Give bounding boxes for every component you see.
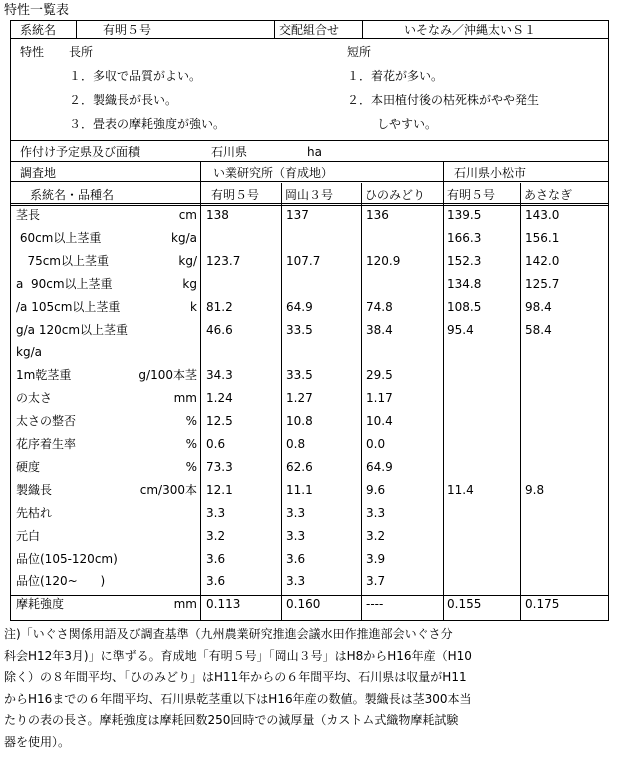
row-label: a 90cm以上茎重 [16,277,113,291]
row-label: 75cm以上茎重 [16,254,110,268]
demerit-2: ２．本田植付後の枯死株がやや発生 [347,93,540,107]
table-cell: 9.8 [525,483,545,497]
table-cell: 10.4 [366,414,393,428]
rule-header-bottom [11,38,608,39]
footnote-line: 科会H12年3月)」に準ずる。育成地「有明５号」「岡山３号」はH8からH16年産（H10 [4,648,472,663]
row-label: 品位(120~ ) [16,574,106,588]
vrule-col-5 [520,183,521,620]
table-cell: 81.2 [206,300,233,314]
table-cell: 3.3 [366,506,386,520]
vrule-col-3 [361,183,362,620]
table-cell: 10.8 [286,414,313,428]
site-lab-header: い業研究所（育成地） [213,166,334,180]
table-cell: 95.4 [447,323,474,337]
table-cell: 0.155 [447,597,482,611]
table-cell: 1.24 [206,391,233,405]
rule-last-row-top [11,595,608,596]
table-cell: 0.0 [366,437,386,451]
footnote-line: 器を使用）。 [4,734,71,749]
row-unit: % [185,437,197,451]
table-cell: 3.2 [206,529,226,543]
table-cell: 138 [206,208,229,222]
vrule-cross-label [362,21,363,38]
table-cell: 3.3 [206,506,226,520]
variety-header: 有明５号 [447,188,496,202]
table-cell: 125.7 [525,277,560,291]
site-komatsu-header: 石川県小松市 [454,166,527,180]
table-cell: 0.160 [286,597,321,611]
table-cell: 74.8 [366,300,393,314]
row-label: 元白 [16,529,41,543]
row-label: 先枯れ [16,506,53,520]
table-cell: 0.6 [206,437,226,451]
vrule-line-label [76,21,77,38]
cross-value: いそなみ／沖縄太いＳ１ [404,23,537,37]
footnote [4,624,616,754]
line-name-value: 有明５号 [103,23,152,37]
table-cell: 1.27 [286,391,313,405]
row-unit: kg [182,277,197,291]
table-cell: 64.9 [286,300,313,314]
vrule-col-1 [200,161,201,620]
vrule-line-name [274,21,275,38]
characteristics-table [10,20,609,621]
table-cell: 33.5 [286,323,313,337]
row-label: 製織長 [16,483,53,497]
variety-label: 系統名・品種名 [30,188,115,202]
variety-header: 有明５号 [211,188,260,202]
table-cell: 62.6 [286,460,313,474]
table-cell: 1.17 [366,391,393,405]
demerit-1: １．着花が多い。 [347,69,444,83]
row-label: kg/a [16,345,42,359]
table-cell: 98.4 [525,300,552,314]
table-cell: 0.113 [206,597,241,611]
rule-variety-bottom [11,203,608,206]
table-cell: 120.9 [366,254,401,268]
table-cell: 107.7 [286,254,321,268]
demerit-3: しやすい。 [377,117,438,131]
row-unit: kg/a [171,231,197,245]
row-label: 摩耗強度 [16,597,65,611]
table-cell: 137 [286,208,309,222]
variety-header: あさなぎ [524,188,573,202]
planting-unit: ha [307,145,322,159]
table-cell: 108.5 [447,300,482,314]
row-label: 茎長 [16,208,41,222]
table-cell: 3.6 [206,574,226,588]
cross-label: 交配組合せ [279,23,340,37]
row-label: 品位(105-120cm) [16,552,118,566]
table-cell: 3.6 [286,552,306,566]
rule-site-bottom [11,181,608,182]
line-name-label: 系統名 [20,23,57,37]
row-unit: % [185,460,197,474]
footnote-line: たりの表の長さ。摩耗強度は摩耗回数250回時での減厚量（カストム式織物摩耗試験 [4,713,459,728]
vrule-col-2 [281,183,282,620]
footnote-line: からH16までの６年間平均、石川県乾茎重以下はH16年産の数値。製織長は茎300本当 [4,691,472,706]
site-label: 調査地 [20,166,57,180]
table-cell: 139.5 [447,208,482,222]
table-cell: 143.0 [525,208,560,222]
table-cell: 136 [366,208,389,222]
characteristics-label: 特性 [20,45,45,59]
row-label: g/a 120cm以上茎重 [16,323,129,337]
table-cell: 73.3 [206,460,233,474]
row-unit: g/100本茎 [138,368,197,382]
table-cell: 12.1 [206,483,233,497]
row-label: 硬度 [16,460,41,474]
merit-1: １．多収で品質がよい。 [69,69,202,83]
merits-label: 長所 [69,45,94,59]
row-unit: mm [173,597,197,611]
table-cell: 58.4 [525,323,552,337]
row-unit: cm/300本 [139,483,197,497]
table-cell: 34.3 [206,368,233,382]
table-cell: 156.1 [525,231,560,245]
row-label: 花序着生率 [16,437,77,451]
table-cell: 3.2 [366,529,386,543]
footnote-line: 注)「いぐさ関係用語及び調査基準（九州農業研究推進会議水田作推進部会いぐさ分 [4,627,453,641]
table-cell: 3.6 [206,552,226,566]
planting-label: 作付け予定県及び面積 [20,145,141,159]
row-unit: k [190,300,197,314]
merit-2: ２．製織長が長い。 [69,93,178,107]
table-cell: 64.9 [366,460,393,474]
table-cell: 9.6 [366,483,386,497]
rule-planting-bottom [11,161,608,162]
merit-3: ３．畳表の摩耗強度が強い。 [69,117,226,131]
table-cell: 11.1 [286,483,313,497]
table-cell: 0.8 [286,437,306,451]
row-label: /a 105cm以上茎重 [16,300,121,314]
table-cell: 3.9 [366,552,386,566]
table-cell: 152.3 [447,254,482,268]
variety-header: ひのみどり [365,188,426,202]
table-cell: 123.7 [206,254,241,268]
table-cell: 166.3 [447,231,482,245]
row-label: の太さ [16,391,53,405]
table-cell: 3.3 [286,574,306,588]
row-label: 60cm以上茎重 [16,231,102,245]
table-cell: 12.5 [206,414,233,428]
table-cell: 134.8 [447,277,482,291]
vrule-col-4 [443,161,444,620]
row-label: 1m乾茎重 [16,368,72,382]
rule-characteristics-bottom [11,140,608,141]
demerits-label: 短所 [347,45,372,59]
row-unit: cm [178,208,197,222]
table-cell: 3.3 [286,506,306,520]
planting-prefecture: 石川県 [211,145,248,159]
footnote-line: 除く）の８年間平均、「ひのみどり」はH11年からの６年間平均、石川県は収量がH11 [4,670,467,685]
variety-header: 岡山３号 [285,188,334,202]
document-title: 特性一覧表 [4,3,70,18]
row-unit: mm [173,391,197,405]
row-unit: % [185,414,197,428]
table-cell: 3.3 [286,529,306,543]
table-cell: ---- [366,597,384,611]
table-cell: 0.175 [525,597,560,611]
row-unit: kg/ [178,254,197,268]
row-label: 太さの整否 [16,414,77,428]
table-cell: 29.5 [366,368,393,382]
table-cell: 3.7 [366,574,386,588]
table-cell: 33.5 [286,368,313,382]
table-cell: 38.4 [366,323,393,337]
table-cell: 11.4 [447,483,474,497]
table-cell: 142.0 [525,254,560,268]
table-cell: 46.6 [206,323,233,337]
